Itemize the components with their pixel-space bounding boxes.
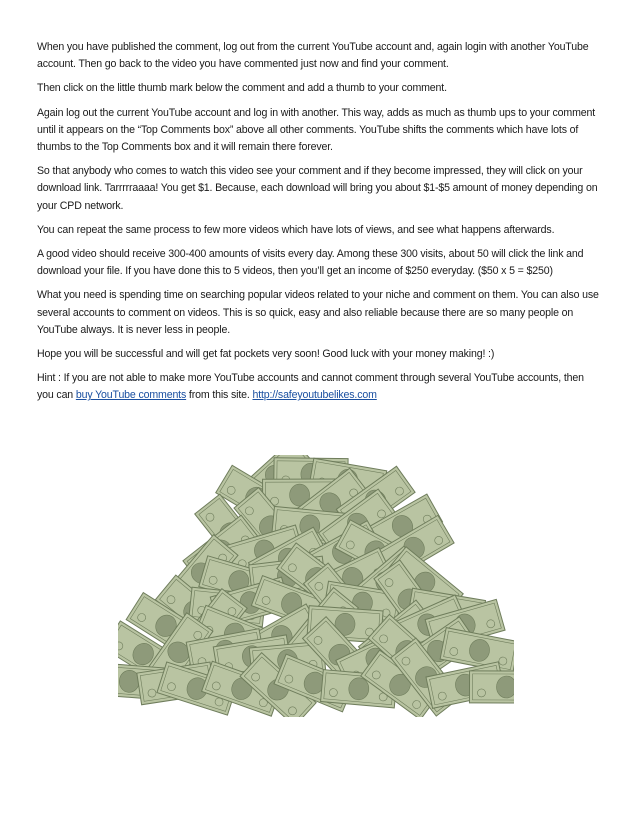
paragraph-4: So that anybody who comes to watch this video see your comment and if they become impressed, they will click on your download link. Tarrrrraaaa! You get $1. Because, each download will bring you about $1-$5 amount of money depending on your CPD network. [37,165,598,212]
paragraph-8: Hope you will be successful and will get fat pockets very soon! Good luck with your money making! :) [37,348,495,361]
paragraph-1: When you have published the comment, log out from the current YouTube account and, again login with another YouTube account. Then go back to the video you have commented just now and find your comment. [37,41,589,71]
hint-prefix: Hint : If you are not able to make more YouTube accounts and cannot comment through several YouTube accounts, then you can [37,372,584,402]
paragraph-5: You can repeat the same process to few more videos which have lots of views, and see what happens afterwards. [37,223,555,236]
site-url-link[interactable]: http://safeyoutubelikes.com [252,389,377,402]
hint-middle: from this site. [186,389,253,402]
paragraph-2: Then click on the little thumb mark below the comment and add a thumb to your comment. [37,82,447,95]
buy-comments-link[interactable]: buy YouTube comments [75,389,187,402]
money-pile-image [118,455,514,717]
paragraph-6: A good video should receive 300-400 amounts of visits every day. Among these 300 visits, about 50 will click the link and download your file. If you have done this to 5 videos, then you’ll get an income of $250 everyday. ($50 x 5 = $250) [37,248,584,278]
hint-paragraph [37,370,603,404]
paragraph-3: Again log out the current YouTube account and log in with another. This way, adds as much as thumb ups to your comment until it appears on the “Top Comments box” above all other comments. YouTube shifts the comments which have lots of thumbs to the Top Comments box and it will remain there forever. [37,106,596,154]
paragraph-7: What you need is spending time on searching popular videos related to your niche and comment on them. You can also use several accounts to comment on videos. This is so quick, easy and also reliable because there are so many people on YouTube always. It is never less in people. [37,289,599,336]
article-body [37,39,603,412]
banknote [469,671,514,703]
